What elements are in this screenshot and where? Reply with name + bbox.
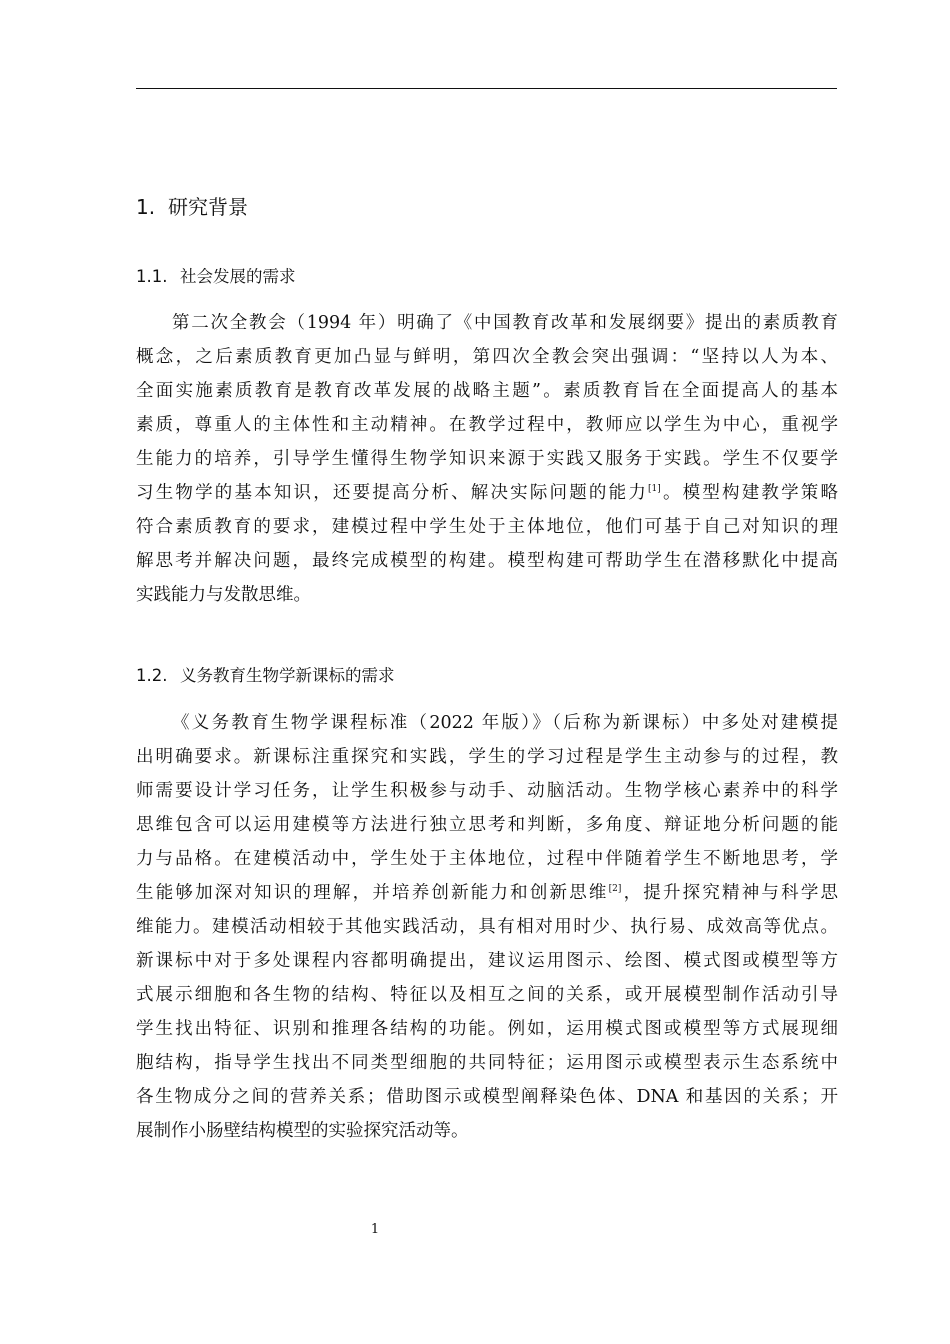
paragraph-line: 《义务教育生物学课程标准（2022 年版）》（后称为新课标）中多处对建模提 xyxy=(172,713,838,733)
paragraph-line: 力与品格。在建模活动中，学生处于主体地位，过程中伴随着学生不断地思考，学 xyxy=(136,849,838,869)
paragraph-line: 师需要设计学习任务，让学生积极参与动手、动脑活动。生物学核心素养中的科学 xyxy=(136,781,838,801)
paragraph-line xyxy=(136,876,838,910)
paragraph-line: 新课标中对于多处课程内容都明确提出，建议运用图示、绘图、模式图或模型等方 xyxy=(136,951,838,971)
paragraph-line: 符合素质教育的要求，建模过程中学生处于主体地位，他们可基于自己对知识的理 xyxy=(136,517,838,537)
subsection-title: 义务教育生物学新课标的需求 xyxy=(180,666,395,685)
paragraph-line: 式展示细胞和各生物的结构、特征以及相互之间的关系，或开展模型制作活动引导 xyxy=(136,985,838,1005)
paragraph-line: 实践能力与发散思维。 xyxy=(136,585,311,605)
text-run: 生能够加深对知识的理解，并培养创新能力和创新思维 xyxy=(136,883,609,903)
paragraph-line: 思维包含可以运用建模等方法进行独立思考和判断，多角度、辩证地分析问题的能 xyxy=(136,815,838,835)
text-run: ，提升探究精神与科学思 xyxy=(621,883,839,903)
page-number: 1 xyxy=(370,1222,380,1237)
text-run: 。模型构建教学策略 xyxy=(660,483,839,503)
citation-ref: [2] xyxy=(608,884,622,894)
paragraph-line xyxy=(136,476,838,510)
paragraph-line: 展制作小肠壁结构模型的实验探究活动等。 xyxy=(136,1121,469,1141)
paragraph-line: 出明确要求。新课标注重探究和实践，学生的学习过程是学生主动参与的过程，教 xyxy=(136,747,838,767)
section-heading xyxy=(136,193,248,221)
subsection-title: 社会发展的需求 xyxy=(180,267,296,286)
paragraph-line: 第二次全教会（1994 年）明确了《中国教育改革和发展纲要》提出的素质教育 xyxy=(172,313,838,333)
paragraph-2 xyxy=(136,706,838,1148)
citation-ref: [1] xyxy=(648,484,661,494)
paragraph-line: 素质，尊重人的主体性和主动精神。在教学过程中，教师应以学生为中心，重视学 xyxy=(136,415,838,435)
subsection-heading-1 xyxy=(136,265,296,289)
paragraph-line: 生能力的培养，引导学生懂得生物学知识来源于实践又服务于实践。学生不仅要学 xyxy=(136,449,838,469)
header-rule xyxy=(136,88,837,89)
paragraph-line: 全面实施素质教育是教育改革发展的战略主题”。素质教育旨在全面提高人的基本 xyxy=(136,381,838,401)
subsection-heading-2 xyxy=(136,664,395,688)
section-title: 研究背景 xyxy=(168,195,248,219)
text-run: 习生物学的基本知识，还要提高分析、解决实际问题的能力 xyxy=(136,483,649,503)
paragraph-line: 概念，之后素质教育更加凸显与鲜明，第四次全教会突出强调：“坚持以人为本、 xyxy=(136,347,838,367)
paragraph-line: 解思考并解决问题，最终完成模型的构建。模型构建可帮助学生在潜移默化中提高 xyxy=(136,551,838,571)
paragraph-line: 胞结构，指导学生找出不同类型细胞的共同特征；运用图示或模型表示生态系统中 xyxy=(136,1053,838,1073)
subsection-number: 1.1. xyxy=(136,267,168,286)
paragraph-line: 维能力。建模活动相较于其他实践活动，具有相对用时少、执行易、成效高等优点。 xyxy=(136,917,838,937)
section-number: 1. xyxy=(136,195,156,219)
paragraph-line: 学生找出特征、识别和推理各结构的功能。例如，运用模式图或模型等方式展现细 xyxy=(136,1019,838,1039)
paragraph-1 xyxy=(136,306,838,612)
paragraph-line: 各生物成分之间的营养关系；借助图示或模型阐释染色体、DNA 和基因的关系；开 xyxy=(136,1087,838,1107)
subsection-number: 1.2. xyxy=(136,666,168,685)
